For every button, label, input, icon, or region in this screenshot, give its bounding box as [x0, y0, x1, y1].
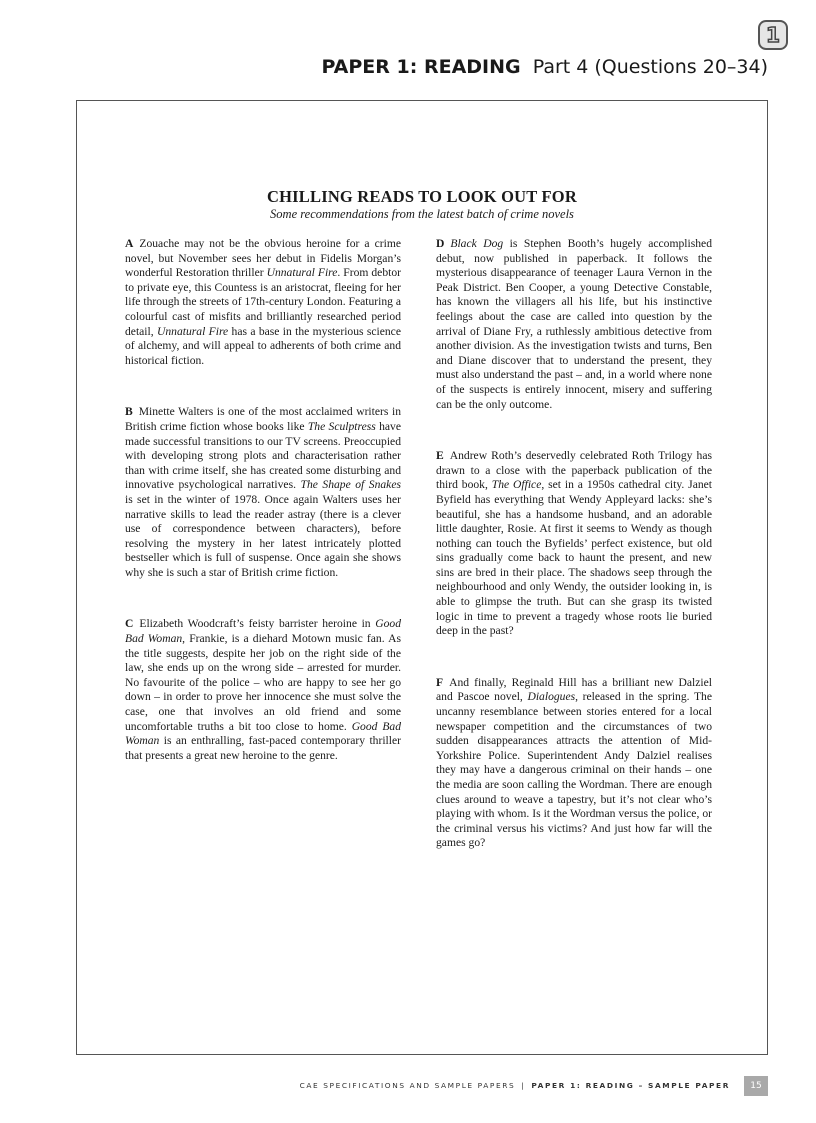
section-text: Zouache may not be the obvious heroine for a crime novel, but November sees her debut in Fidelis Morgan’s wonderful Restoration thriller: [125, 237, 401, 280]
section-letter: C: [125, 617, 134, 631]
page-number: 15: [744, 1076, 768, 1096]
article-subtitle: Some recommendations from the latest batch of crime novels: [270, 207, 574, 221]
footer-text: [300, 1081, 730, 1090]
book-title: The Shape of Snakes: [300, 478, 401, 492]
section-a: [125, 237, 401, 368]
book-title: Unnatural Fire: [157, 324, 229, 338]
section-e: [436, 449, 712, 639]
section-letter: D: [436, 237, 445, 250]
book-title: Good Bad Woman: [125, 719, 401, 748]
section-text: And finally, Reginald Hill has a brilliant new Dalziel and Pascoe novel,: [436, 675, 712, 704]
book-title: The Sculptress: [307, 419, 376, 433]
paper-number: 1: [766, 23, 780, 47]
section-letter: E: [436, 449, 444, 463]
section-letter: B: [125, 405, 133, 419]
section-text: has a base in the mysterious science of alchemy, and will appeal to adherents of both crime and historical fiction.: [125, 324, 401, 367]
book-title: Black Dog: [450, 237, 504, 250]
section-text: Minette Walters is one of the most acclaimed writers in British crime fiction whose books like: [125, 405, 401, 433]
footer-separator: |: [521, 1081, 526, 1090]
book-title: Dialogues: [527, 690, 576, 704]
section-letter: F: [436, 675, 444, 689]
section-b: [125, 405, 401, 580]
book-title: Good Bad Woman: [125, 617, 401, 646]
section-letter: A: [125, 237, 134, 250]
section-text: , set in a 1950s cathedral city. Janet Byfield has everything that Wendy Appleyard lacks: she’s beautiful, she has a handsome husband, and an adorable little daughter, Rosie. At first it seems to Wendy as though nothing can touch the Byfields’ perfect existence, but old sins gradually come back to haunt the present, and new sins are bred in their place. The shadows seep through the neighbourhood and only Wendy, the outsider looking in, is able to glimpse the truth. But can she grasp its twisted logic in time to prevent a tragedy whose roots lie buried deep in the past?: [436, 478, 713, 638]
section-text: is Stephen Booth’s hugely accomplished debut, now published in paperback. It follows the mysterious disappearance of teenager Laura Vernon in the Peak District. Ben Cooper, a young Detective Constable, has known the villagers all his life, but his instinctive feelings about the case are called into question by the arrival of Diane Fry, a ruthlessly ambitious detective from another division. As the investigation twists and turns, Ben and Diane discover that to understand the present, they must also understand the past – and, in a world where none of the suspects is entirely innocent, misery and suffering can be the only outcome.: [436, 237, 712, 411]
section-text: Elizabeth Woodcraft’s feisty barrister heroine in: [139, 617, 376, 631]
part-label: Part 4 (Questions 20–34): [532, 56, 768, 78]
paper-label: PAPER 1: READING: [321, 56, 521, 78]
section-f: [436, 676, 712, 851]
paper-number-badge: [758, 20, 788, 50]
section-d: [436, 237, 712, 412]
book-title: The Office: [491, 478, 542, 492]
right-column: [436, 237, 712, 851]
section-text: Andrew Roth’s deservedly celebrated Roth Trilogy has drawn to a close with the paperback publication of the third book,: [436, 449, 712, 492]
section-text: is set in the winter of 1978. Once again Walters uses her narrative skills to lead the reader astray (there is a clever use of correspondence between characters), before resolving the mystery in her latest intricately plotted bestseller which is full of suspense. Once again she shows why she is such a star of British crime fiction.: [125, 492, 401, 579]
section-c: [125, 617, 401, 763]
footer-right: PAPER 1: READING – SAMPLE PAPER: [531, 1081, 730, 1090]
section-text: have made successful transitions to our TV screens. Preoccupied with developing strong plots and characterisation rather than with crime itself, she has created some disturbing and innovative psychological narratives.: [125, 419, 401, 492]
page-footer: [0, 1074, 816, 1098]
section-text: , Frankie, is a diehard Motown music fan. As the title suggests, despite her job on the right side of the law, she ends up on the wrong side – arrested for murder. No favourite of the police – who are happy to see her go down – in order to prove her innocence she must solve the case, one that involves an old friend and some uncomfortable truths a bit too close to home.: [125, 632, 401, 733]
section-text: is an enthralling, fast-paced contemporary thriller that presents a great new heroine to the genre.: [125, 734, 401, 762]
article-title: CHILLING READS TO LOOK OUT FOR: [267, 187, 577, 206]
footer-left: CAE SPECIFICATIONS AND SAMPLE PAPERS: [299, 1081, 516, 1090]
section-text: . From debtor to private eye, this Countess is an aristocrat, fleeing for her life through the streets of 17th-century London. Featuring a colourful cast of misfits and brilliantly researched period detail,: [125, 266, 401, 338]
page-header: [322, 56, 769, 78]
section-text: , released in the spring. The uncanny resemblance between stories entered for a local newspaper competition and the circumstances of two sudden disappearances attracts the attention of Mid-Yorkshire Police. Superintendent Andy Dalziel realises they may have a dangerous criminal on their hands – one the media are soon calling the Wordman. There are enough clues around to weave a tapestry, but it’s not clear who’s playing with whom. Is it the Wordman versus the police, or the criminal versus his victims? And just how far will the games go?: [436, 690, 712, 850]
book-title: Unnatural Fire: [266, 266, 338, 280]
left-column: [125, 237, 401, 763]
